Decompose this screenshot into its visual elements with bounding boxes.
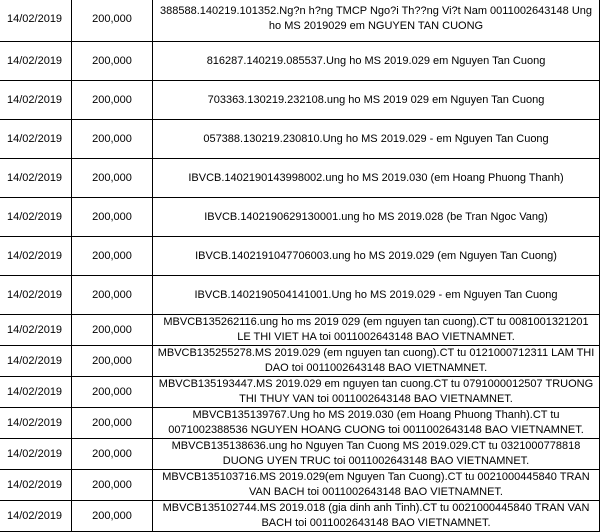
amount-cell: 200,000 — [72, 377, 153, 408]
date-cell: 14/02/2019 — [0, 0, 72, 42]
amount-cell: 200,000 — [72, 315, 153, 346]
amount-cell: 200,000 — [72, 0, 153, 42]
amount-cell: 200,000 — [72, 408, 153, 439]
date-cell: 14/02/2019 — [0, 346, 72, 377]
amount-cell: 200,000 — [72, 159, 153, 198]
description-cell: MBVCB135255278.MS 2019.029 (em nguyen tan cuong).CT tu 0121000712311 LAM THI DAO toi 0011002643148 BAO VIETNAMNET. — [153, 346, 600, 377]
table-row — [0, 81, 600, 120]
description-cell: MBVCB135139767.Ung ho MS 2019.030 (em Hoang Phuong Thanh).CT tu 0071002388536 NGUYEN HOANG CUONG toi 0011002643148 BAO VIETNAMNET. — [153, 408, 600, 439]
table-row — [0, 470, 600, 501]
table-row — [0, 0, 600, 42]
description-cell: IBVCB.1402191047706003.ung ho MS 2019.029 (em Nguyen Tan Cuong) — [153, 237, 600, 276]
date-cell: 14/02/2019 — [0, 237, 72, 276]
amount-cell: 200,000 — [72, 470, 153, 501]
description-cell: 703363.130219.232108.ung ho MS 2019 029 em Nguyen Tan Cuong — [153, 81, 600, 120]
date-cell: 14/02/2019 — [0, 120, 72, 159]
date-cell: 14/02/2019 — [0, 198, 72, 237]
date-cell: 14/02/2019 — [0, 315, 72, 346]
amount-cell: 200,000 — [72, 42, 153, 81]
date-cell: 14/02/2019 — [0, 470, 72, 501]
amount-cell: 200,000 — [72, 346, 153, 377]
amount-cell: 200,000 — [72, 81, 153, 120]
description-cell: 057388.130219.230810.Ung ho MS 2019.029 - em Nguyen Tan Cuong — [153, 120, 600, 159]
description-cell: MBVCB135102744.MS 2019.018 (gia dinh anh Tinh).CT tu 0021000445840 TRAN VAN BACH toi 0011002643148 BAO VIETNAMNET. — [153, 501, 600, 532]
description-cell: IBVCB.1402190629130001.ung ho MS 2019.028 (be Tran Ngoc Vang) — [153, 198, 600, 237]
date-cell: 14/02/2019 — [0, 439, 72, 470]
table-row — [0, 120, 600, 159]
description-cell: MBVCB135138636.ung ho Nguyen Tan Cuong MS 2019.029.CT tu 0321000778818 DUONG UYEN TRUC toi 0011002643148 BAO VIETNAMNET. — [153, 439, 600, 470]
amount-cell: 200,000 — [72, 276, 153, 315]
amount-cell: 200,000 — [72, 120, 153, 159]
table-row — [0, 315, 600, 346]
amount-cell: 200,000 — [72, 501, 153, 532]
description-cell: 388588.140219.101352.Ng?n h?ng TMCP Ngo?i Th??ng Vi?t Nam 0011002643148 Ung ho MS 2019029 em NGUYEN TAN CUONG — [153, 0, 600, 42]
table-row — [0, 408, 600, 439]
description-cell: MBVCB135103716.MS 2019.029(em Nguyen Tan Cuong).CT tu 0021000445840 TRAN VAN BACH toi 0011002643148 BAO VIETNAMNET. — [153, 470, 600, 501]
table-row — [0, 237, 600, 276]
table-row — [0, 42, 600, 81]
description-cell: MBVCB135193447.MS 2019.029 em nguyen tan cuong.CT tu 0791000012507 TRUONG THI THUY VAN toi 0011002643148 BAO VIETNAMNET. — [153, 377, 600, 408]
table-row — [0, 346, 600, 377]
description-cell: MBVCB135262116.ung ho ms 2019 029 (em nguyen tan cuong).CT tu 0081001321201 LE THI VIET HA toi 0011002643148 BAO VIETNAMNET. — [153, 315, 600, 346]
date-cell: 14/02/2019 — [0, 81, 72, 120]
date-cell: 14/02/2019 — [0, 377, 72, 408]
date-cell: 14/02/2019 — [0, 408, 72, 439]
date-cell: 14/02/2019 — [0, 276, 72, 315]
table-row — [0, 276, 600, 315]
table-row — [0, 198, 600, 237]
table-row — [0, 501, 600, 532]
amount-cell: 200,000 — [72, 198, 153, 237]
table-row — [0, 159, 600, 198]
date-cell: 14/02/2019 — [0, 42, 72, 81]
amount-cell: 200,000 — [72, 439, 153, 470]
description-cell: IBVCB.1402190143998002.ung ho MS 2019.030 (em Hoang Phuong Thanh) — [153, 159, 600, 198]
date-cell: 14/02/2019 — [0, 159, 72, 198]
description-cell: IBVCB.1402190504141001.Ung ho MS 2019.029 - em Nguyen Tan Cuong — [153, 276, 600, 315]
amount-cell: 200,000 — [72, 237, 153, 276]
description-cell: 816287.140219.085537.Ung ho MS 2019.029 em Nguyen Tan Cuong — [153, 42, 600, 81]
date-cell: 14/02/2019 — [0, 501, 72, 532]
table-row — [0, 439, 600, 470]
table-row — [0, 377, 600, 408]
